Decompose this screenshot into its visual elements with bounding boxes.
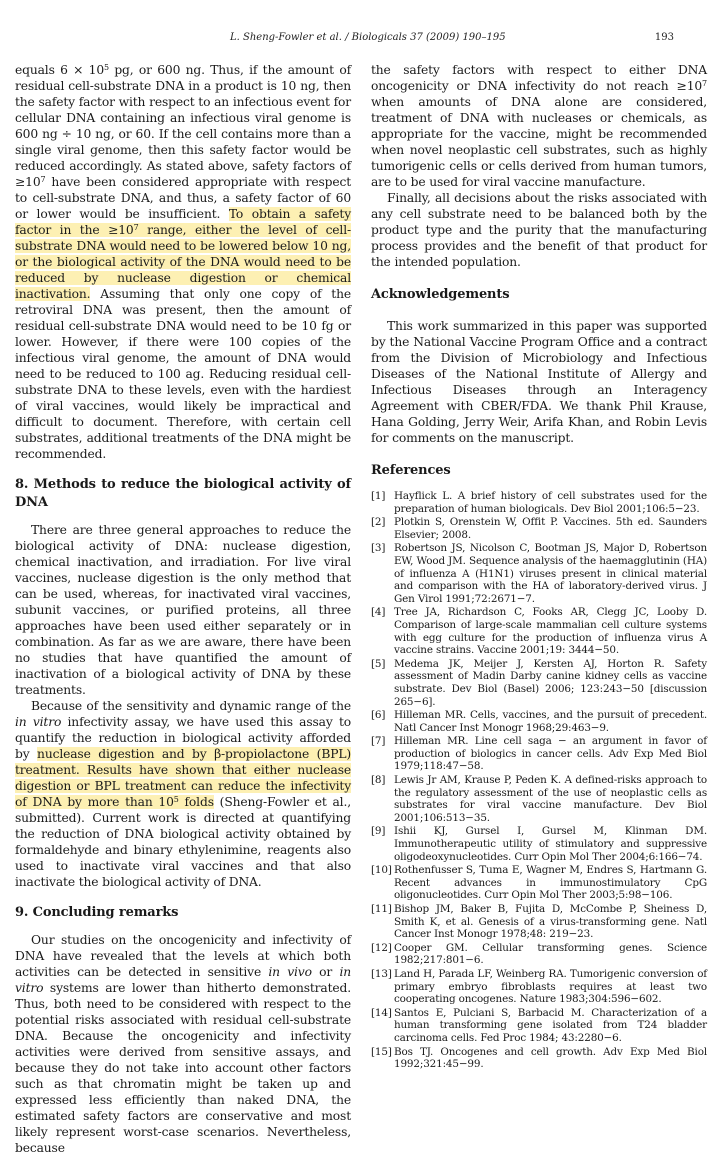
section-9-heading: 9. Concluding remarks [15, 905, 179, 920]
left-column [15, 62, 351, 1156]
paragraph-concluding: Our studies on the oncogenicity and infectivity of DNA have revealed that the levels at which both activities can be detected in sensitive in vivo or in vitro systems are lower than hitherto demonstrated. Thus, both need to be considered with respect to the potential risks associated with residual cell-substrate DNA. Because the oncogenicity and infectivity activities were derived from sensitive assays, and because they do not take into account other factors such as that chromatin might be taken up and expressed less efficiently than naked DNA, the estimated safety factors are conservative and most likely represent worst-case scenarios. Nevertheless, because [15, 933, 351, 1155]
running-header [230, 32, 690, 43]
reference-item: [14] Santos E, Pulciani S, Barbacid M. Characterization of a human transforming gene isolated from T24 bladder carcinoma cells. Fed Proc 1984; 43:2280−6. [371, 1006, 707, 1044]
reference-item: [11] Bishop JM, Baker B, Fujita D, McCombe P, Sheiness D, Smith K, et al. Genesis of a virus-transforming gene. Natl Cancer Inst Monogr 1978;48: 219−23. [371, 903, 707, 941]
reference-item: [1] Hayflick L. A brief history of cell substrates used for the preparation of human biologicals. Dev Biol 2001;106:5−23. [371, 490, 707, 515]
reference-item: [2] Plotkin S, Orenstein W, Offit P. Vaccines. 5th ed. Saunders Elsevier; 2008. [371, 516, 707, 541]
reference-item: [3] Robertson JS, Nicolson C, Bootman JS, Major D, Robertson EW, Wood JM. Sequence analysis of the haemagglutinin (HA) of influenza A (H1N1) viruses present in clinical material and comparison with the HA of laboratory-derived virus. J Gen Virol 1991;72:2671−7. [371, 542, 707, 605]
reference-item: [5] Medema JK, Meijer J, Kersten AJ, Horton R. Safety assessment of Madin Darby canine kidney cells as vaccine substrate. Dev Biol (Basel) 2006; 123:243−50 [discussion 265−6]. [371, 657, 707, 708]
acknowledgements-heading: Acknowledgements [371, 287, 510, 302]
acknowledgements-text: This work summarized in this paper was supported by the National Vaccine Program Office and a contract from the Division of Microbiology and Infectious Diseases of the National Institute of Allergy and Infectious Diseases through an Interagency Agreement with CBER/FDA. We thank Phil Krause, Hana Golding, Jerry Weir, Arifa Khan, and Robin Levis for comments on the manuscript. [371, 319, 707, 445]
reference-item: [10] Rothenfusser S, Tuma E, Wagner M, Endres S, Hartmann G. Recent advances in immunostimulatory CpG oligonucleotides. Curr Opin Mol Ther 2003;5:98−106. [371, 864, 707, 902]
reference-item: [8] Lewis Jr AM, Krause P, Peden K. A defined-risks approach to the regulatory assessment of the use of neoplastic cells as substrates for viral vaccine manufacture. Dev Biol 2001;106:513−35. [371, 774, 707, 824]
paragraph-infectivity-assay: Because of the sensitivity and dynamic range of the in vitro infectivity assay, we have used this assay to quantify the reduction in biological activity afforded by nuclease digestion and by β-propiolactone (BPL) treatment. Results have shown that either nuclease digestion or BPL treatment can reduce the infectivity of DNA by more than $10^5$ folds (Sheng-Fowler et al., submitted). Current work is directed at quantifying the reduction of DNA biological activity obtained by formaldehyde and binary ethylenimine, reagents also used to inactivate viral vaccines and that also inactivate the biological activity of DNA. [15, 699, 351, 889]
paragraph-dna-treatment: the safety factors with respect to either DNA oncogenicity or DNA infectivity do not reach $\ge 10^7$ when amounts of DNA alone are considered, treatment of DNA with nucleases or chemicals, as appropriate for the vaccine, might be recommended when novel neoplastic cell substrates, such as highly tumorigenic cells or cells derived from human tumors, are to be used for viral vaccine manufacture. [371, 63, 707, 189]
reference-list [371, 490, 707, 1071]
reference-item: [9] Ishii KJ, Gursel I, Gursel M, Klinman DM. Immunotherapeutic utility of stimulatory and suppressive oligodeoxynucleotides. Curr Opin Mol Ther 2004;6:166−74. [371, 825, 707, 863]
references-heading: References [371, 463, 451, 478]
section-8-heading: 8. Methods to reduce the biological activity of DNA [15, 477, 351, 510]
highlighted-text: To obtain a safety factor in the $\ge 10^7$ range, either the level of cell-substrate DNA would need to be lowered below 10 ng, or the biological activity of the DNA would need to be reduced by nuclease digestion or chemical inactivation. [15, 207, 351, 301]
reference-item: [12] Cooper GM. Cellular transforming genes. Science 1982;217:801−6. [371, 941, 707, 967]
paragraph-final-decisions: Finally, all decisions about the risks associated with any cell substrate need to be balanced both by the product type and the purity that the manufacturing process provides and the benefit of that product for the intended population. [371, 191, 707, 269]
reference-item: [13] Land H, Parada LF, Weinberg RA. Tumorigenic conversion of primary embryo fibroblasts requires at least two cooperating oncogenes. Nature 1983;304:596−602. [371, 967, 707, 1006]
reference-item: [6] Hilleman MR. Cells, vaccines, and the pursuit of precedent. Natl Cancer Inst Monogr 1968;29:463−9. [371, 709, 707, 734]
paragraph-safety-factor: equals $6 \times 10^5$ pg, or 600 ng. Thus, if the amount of residual cell-substrate DNA in a product is 10 ng, then the safety factor with respect to an infectious event for cellular DNA containing an infectious viral genome is 600 ng ÷ 10 ng, or 60. If the cell contains more than a single viral genome, then this safety factor would be reduced accordingly. As stated above, safety factors of $\ge 10^7$ have been considered appropriate with respect to cell-substrate DNA, and thus, a safety factor of 60 or lower would be insufficient. To obtain a safety factor in the $\ge 10^7$ range, either the level of cell-substrate DNA would need to be lowered below 10 ng, or the biological activity of the DNA would need to be reduced by nuclease digestion or chemical inactivation. Assuming that only one copy of the retroviral DNA was present, then the amount of residual cell-substrate DNA would need to be 10 fg or lower. However, if there were 100 copies of the infectious viral genome, the amount of DNA would need to be reduced to 100 ag. Reducing residual cell-substrate DNA to these levels, even with the hardiest of viral vaccines, would likely be impractical and difficult to document. Therefore, with certain cell substrates, additional treatments of the DNA might be recommended. [15, 63, 351, 461]
right-column [371, 62, 707, 1072]
page-number: 193 [654, 32, 674, 43]
reference-item: [15] Bos TJ. Oncogenes and cell growth. Adv Exp Med Biol 1992;321:45−99. [371, 1045, 707, 1071]
journal-citation: L. Sheng-Fowler et al. / Biologicals 37 (2009) 190–195 [230, 32, 506, 43]
paragraph-approaches: There are three general approaches to reduce the biological activity of DNA: nuclease digestion, chemical inactivation, and irradiation. For live viral vaccines, nuclease digestion is the only method that can be used, whereas, for inactivated viral vaccines, subunit vaccines, or purified proteins, all three approaches have been used either separately or in combination. As far as we are aware, there have been no studies that have quantified the amount of inactivation of a biological activity of DNA by these treatments. [15, 523, 351, 697]
reference-item: [4] Tree JA, Richardson C, Fooks AR, Clegg JC, Looby D. Comparison of large-scale mammalian cell culture systems with egg culture for the production of influenza virus A vaccine strains. Vaccine 2001;19: 3444−50. [371, 606, 707, 657]
reference-item: [7] Hilleman MR. Line cell saga − an argument in favor of production of biologics in cancer cells. Adv Exp Med Biol 1979;118:47−58. [371, 735, 707, 773]
highlighted-text: nuclease digestion and by β-propiolactone (BPL) treatment. Results have shown that either nuclease digestion or BPL treatment can reduce the infectivity of DNA by more than $10^5$ folds [15, 747, 351, 809]
